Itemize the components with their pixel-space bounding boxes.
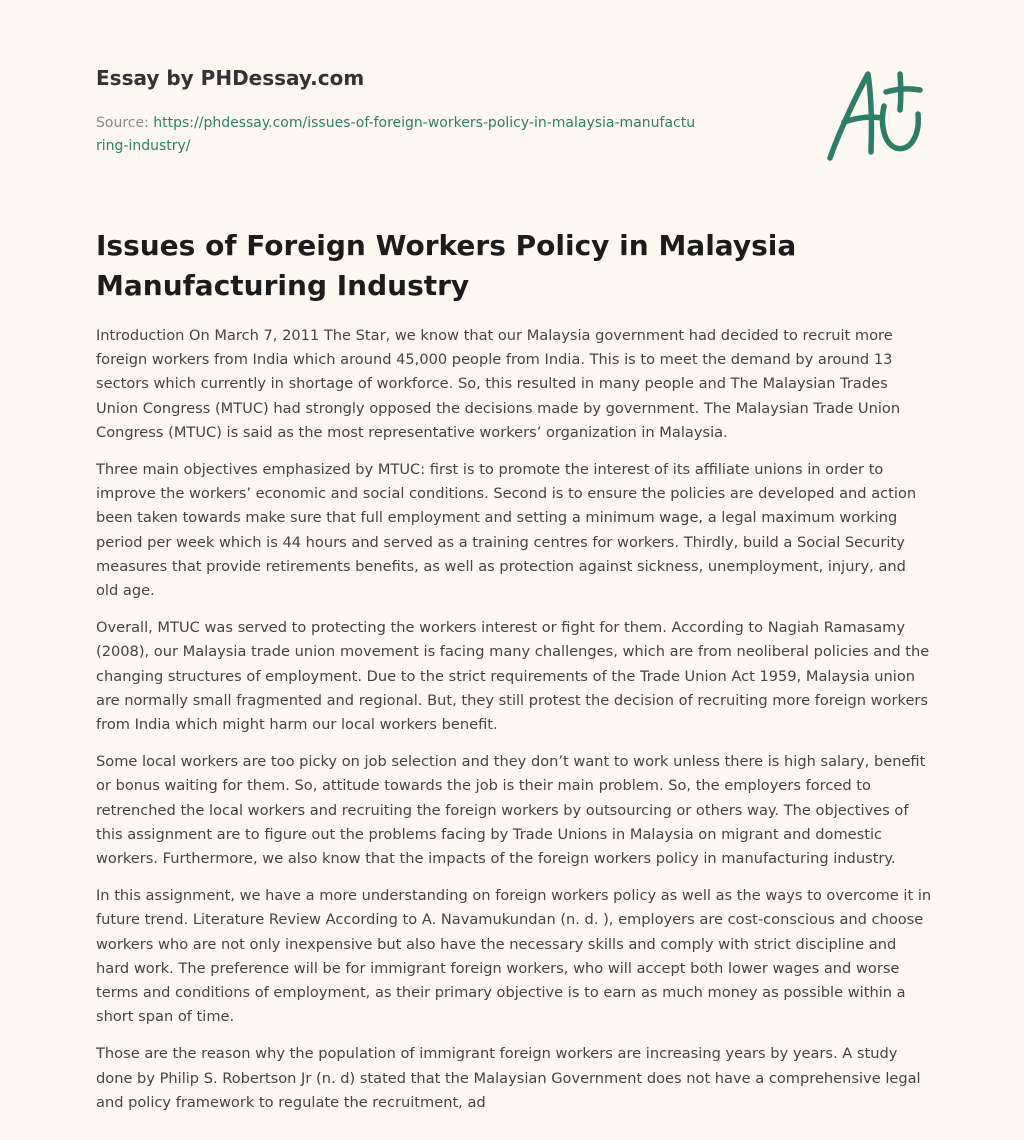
a-plus-logo-icon [824,66,928,166]
paragraph: Introduction On March 7, 2011 The Star, we know that our Malaysia government had decided to recruit more foreign workers from India which around 45,000 people from India. This is to meet the demand by around 13 sectors which currently in shortage of workforce. So, this resulted in many people and The Malaysian Trades Union Congress (MTUC) had strongly opposed the decisions made by government. The Malaysian Trade Union Congress (MTUC) is said as the most representative workers’ organization in Malaysia. [96,327,901,441]
source-label: Source: [96,115,149,131]
paragraph: Three main objectives emphasized by MTUC: first is to promote the interest of its affiliate unions in order to improve the workers’ economic and social conditions. Second is to ensure the policies are developed and action been taken towards make sure that full employment and setting a minimum wage, a legal maximum working period per week which is 44 hours and served as a training centres for workers. Thirdly, build a Social Security measures that provide retirements benefits, as well as protection against sickness, unemployment, injury, and old age. [96,461,917,600]
essay-title: Issues of Foreign Workers Policy in Malaysia Manufacturing Industry [96,229,797,302]
paragraph: In this assignment, we have a more understanding on foreign workers policy as well as the ways to overcome it in future trend. Literature Review According to A. Navamukundan (n. d. ), employers are cost-conscious and choose workers who are not only inexpensive but also have the necessary skills and comply with strict discipline and hard work. The preference will be for immigrant foreign workers, who will accept both lower wages and worse terms and conditions of employment, as their primary objective is to earn as much money as possible within a short span of time. [96,887,932,1026]
source-line [96,112,696,158]
paragraph: Those are the reason why the population of immigrant foreign workers are increasing years by years. A study done by Philip S. Robertson Jr (n. d) stated that the Malaysian Government does not have a comprehensive legal and policy framework to regulate the recruitment, ad [96,1045,921,1111]
paragraph: Some local workers are too picky on job selection and they don’t want to work unless there is high salary, benefit or bonus waiting for them. So, attitude towards the job is their main problem. So, the employers forced to retrenched the local workers and recruiting the foreign workers by outsourcing or others way. The objectives of this assignment are to figure out the problems facing by Trade Unions in Malaysia on migrant and domestic workers. Furthermore, we also know that the impacts of the foreign workers policy in manufacturing industry. [96,753,926,868]
paragraph: Overall, MTUC was served to protecting the workers interest or fight for them. According to Nagiah Ramasamy (2008), our Malaysia trade union movement is facing many challenges, which are from neoliberal policies and the changing structures of employment. Due to the strict requirements of the Trade Union Act 1959, Malaysia union are normally small fragmented and regional. But, they still protest the decision of recruiting more foreign workers from India which might harm our local workers benefit. [96,619,930,734]
site-brand: Essay by PHDessay.com [96,66,365,90]
source-link[interactable]: https://phdessay.com/issues-of-foreign-workers-policy-in-malaysia-manufacturing-industry/ [96,115,696,154]
essay-body [96,324,932,1128]
